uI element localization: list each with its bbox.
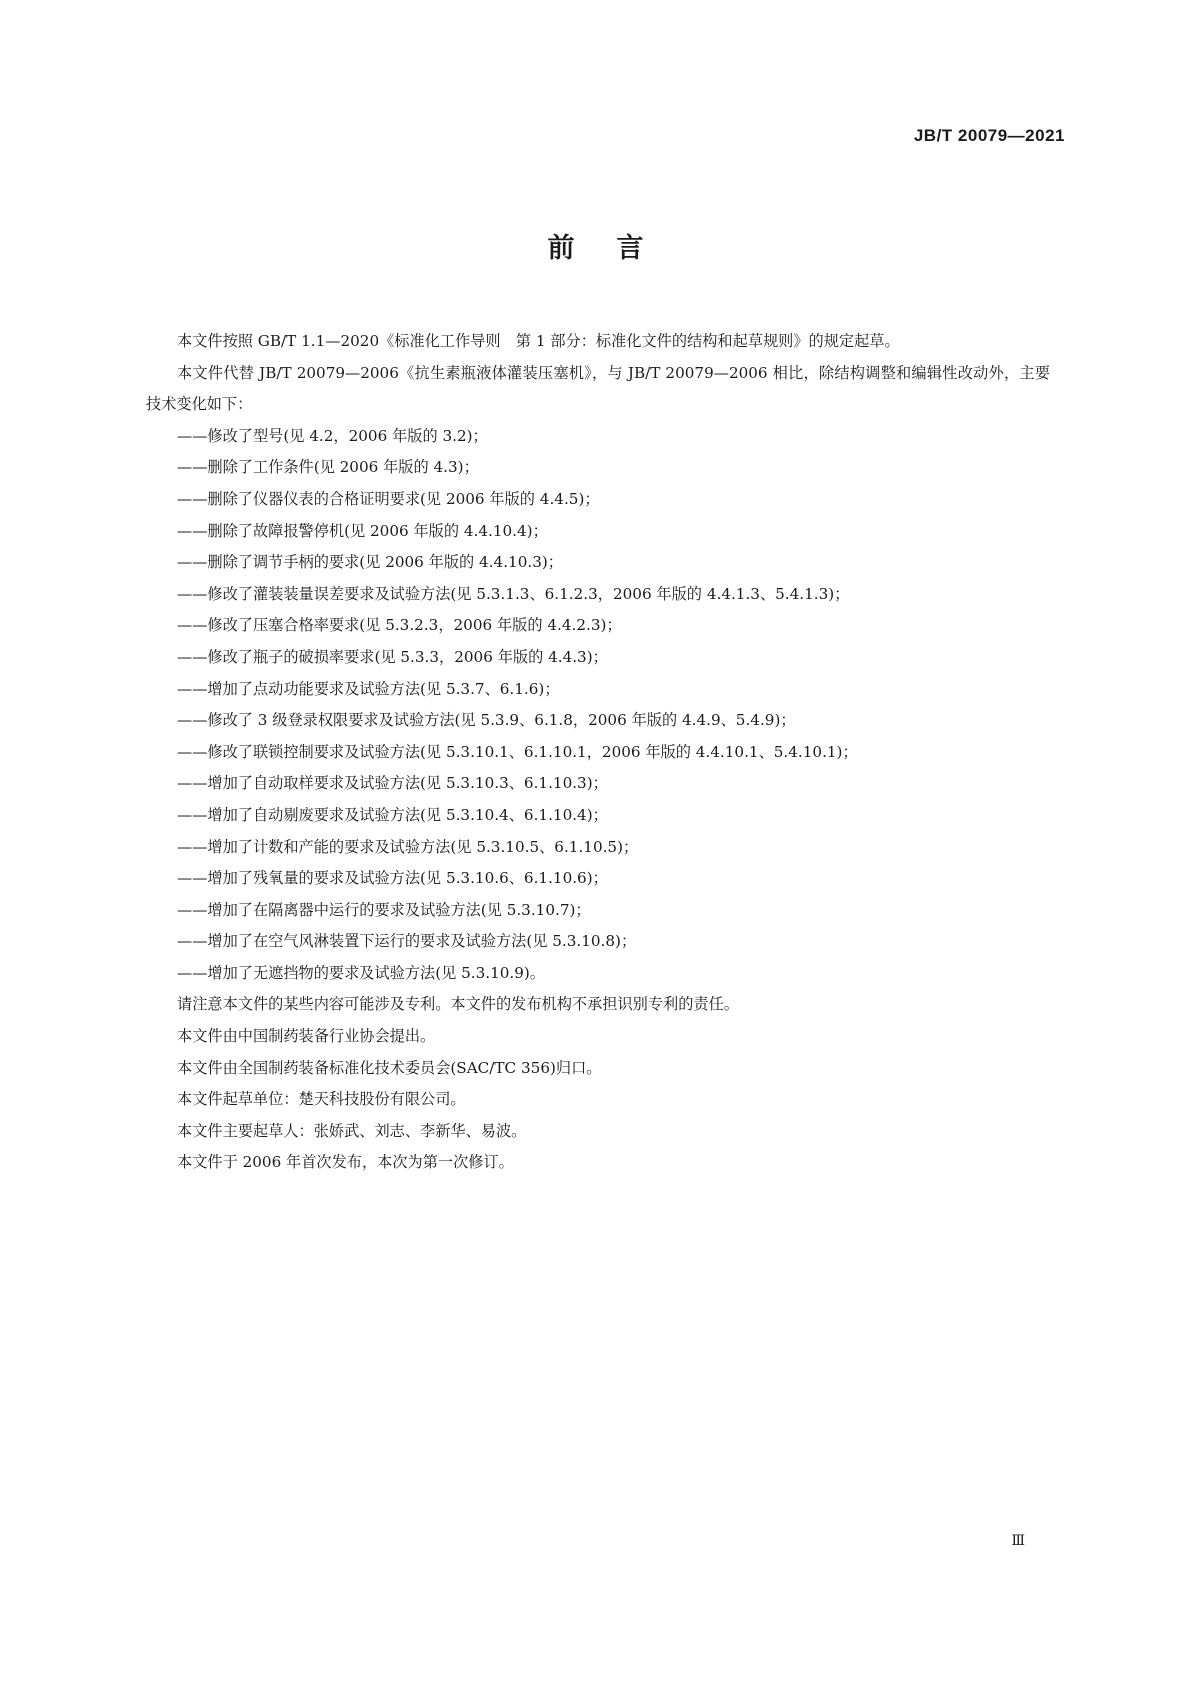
list-item: ——删除了调节手柄的要求(见 2006 年版的 4.4.10.3)； (177, 553, 563, 572)
list-item: ——删除了仪器仪表的合格证明要求(见 2006 年版的 4.4.5)； (177, 489, 600, 508)
closing-paragraph: 本文件起草单位：楚天科技股份有限公司。 (177, 1090, 466, 1109)
list-item: ——增加了自动取样要求及试验方法(见 5.3.10.3、6.1.10.3)； (177, 774, 608, 793)
list-item: ——增加了计数和产能的要求及试验方法(见 5.3.10.5、6.1.10.5)； (177, 837, 639, 856)
list-item: ——修改了瓶子的破损率要求(见 5.3.3，2006 年版的 4.4.3)； (177, 647, 608, 666)
standard-number: JB/T 20079—2021 (913, 126, 1065, 145)
list-item: ——增加了无遮挡物的要求及试验方法(见 5.3.10.9)。 (177, 963, 546, 982)
intro-paragraph: 本文件按照 GB/T 1.1—2020《标准化工作导则 第 1 部分：标准化文件的结构和起草规则》的规定起草。 (177, 332, 900, 350)
list-item: ——修改了 3 级登录权限要求及试验方法(见 5.3.9、6.1.8，2006 年版的 4.4.9、5.4.9)； (177, 711, 796, 730)
list-item: ——修改了压塞合格率要求(见 5.3.2.3，2006 年版的 4.4.2.3)； (177, 616, 622, 635)
list-item: ——修改了型号(见 4.2，2006 年版的 3.2)； (177, 426, 488, 445)
document-body (146, 326, 1050, 1179)
page-number: Ⅲ (1011, 1533, 1025, 1549)
closing-paragraph: 请注意本文件的某些内容可能涉及专利。本文件的发布机构不承担识别专利的责任。 (177, 995, 739, 1014)
list-item: ——增加了在隔离器中运行的要求及试验方法(见 5.3.10.7)； (177, 900, 591, 919)
list-item: ——增加了在空气风淋装置下运行的要求及试验方法(见 5.3.10.8)； (177, 932, 637, 951)
closing-paragraph: 本文件主要起草人：张娇武、刘志、李新华、易波。 (177, 1121, 527, 1140)
list-item: ——增加了点动功能要求及试验方法(见 5.3.7、6.1.6)； (177, 679, 560, 698)
list-item: ——增加了自动剔废要求及试验方法(见 5.3.10.4、6.1.10.4)； (177, 805, 608, 824)
closing-paragraph: 本文件由中国制药装备行业协会提出。 (177, 1027, 436, 1046)
list-item: ——增加了残氧量的要求及试验方法(见 5.3.10.6、6.1.10.6)； (177, 869, 608, 888)
list-item: ——修改了灌装装量误差要求及试验方法(见 5.3.1.3、6.1.2.3，2006 年版的 4.4.1.3、5.4.1.3)； (177, 584, 850, 603)
intro-paragraph: 本文件代替 JB/T 20079—2006《抗生素瓶液体灌装压塞机》，与 JB/T 20079—2006 相比，除结构调整和编辑性改动外，主要技术变化如下： (146, 363, 1050, 414)
closing-paragraph: 本文件于 2006 年首次发布，本次为第一次修订。 (177, 1153, 514, 1172)
list-item: ——修改了联锁控制要求及试验方法(见 5.3.10.1、6.1.10.1，2006 年版的 4.4.10.1、5.4.10.1)； (177, 742, 858, 761)
closing-paragraph: 本文件由全国制药装备标准化技术委员会(SAC/TC 356)归口。 (177, 1058, 602, 1077)
list-item: ——删除了工作条件(见 2006 年版的 4.3)； (177, 458, 479, 477)
list-item: ——删除了故障报警停机(见 2006 年版的 4.4.10.4)； (177, 521, 548, 540)
page-title: 前言 (547, 233, 686, 264)
changes-list (146, 421, 1050, 990)
